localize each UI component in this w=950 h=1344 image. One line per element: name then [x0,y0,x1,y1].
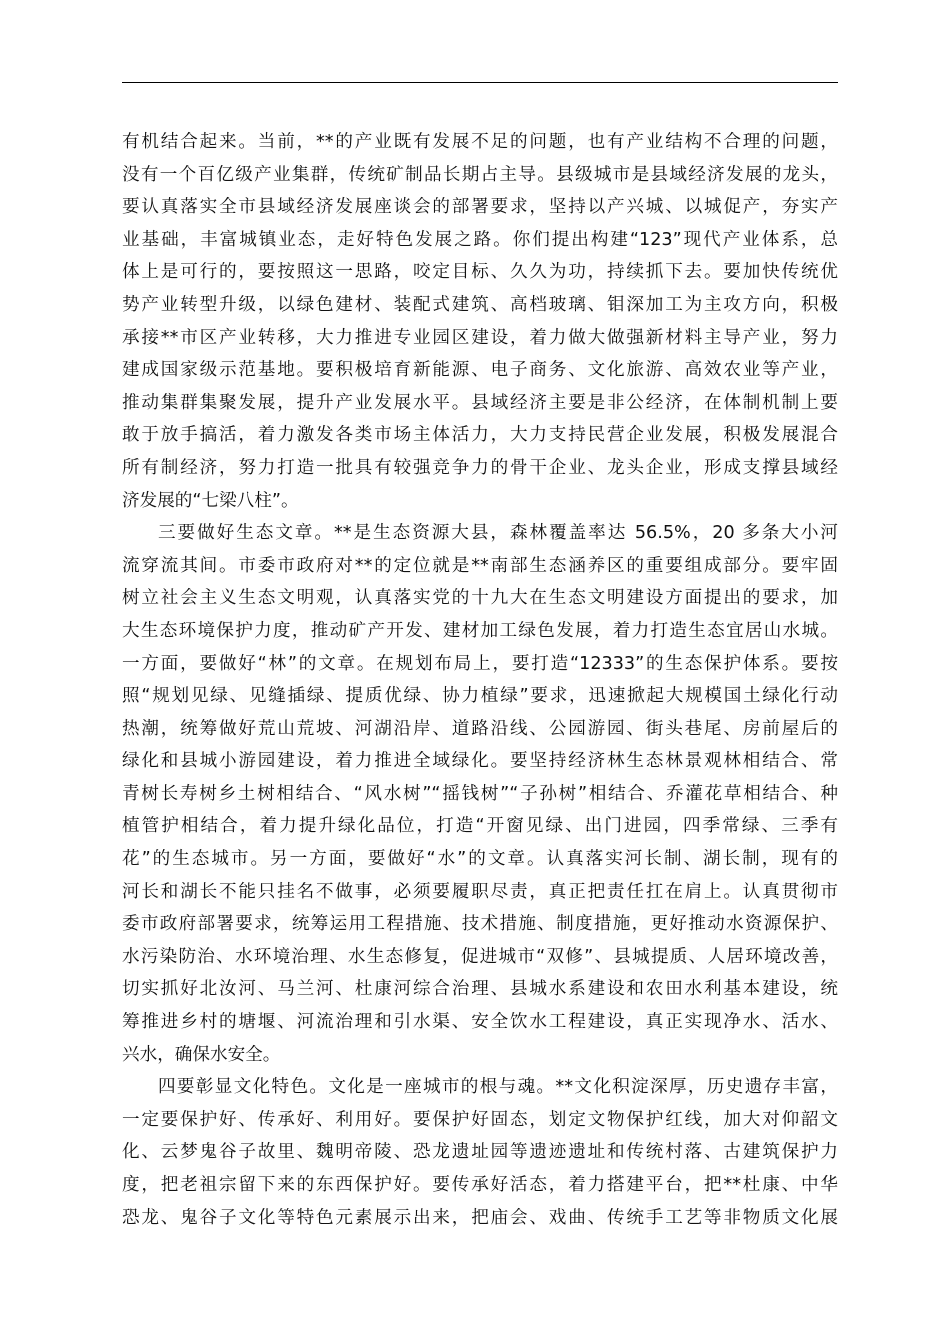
paragraph [122,1071,838,1234]
text-line: 所有制经济，努力打造一批具有较强竞争力的骨干企业、龙头企业，形成支撑县域经 [122,457,838,478]
text-line: 筹推进乡村的塘堰、河流治理和引水渠、安全饮水工程建设，真正实现净水、活水、 [122,1012,838,1033]
text-line: 没有一个百亿级产业集群，传统矿制品长期占主导。县级城市是县域经济发展的龙头， [122,164,838,185]
text-line: 三要做好生态文章。**是生态资源大县，森林覆盖率达 56.5%，20 多条大小河 [158,523,838,544]
text-line: 一方面，要做好“林”的文章。在规划布局上，要打造“12333”的生态保护体系。要按 [122,653,838,674]
text-line: 势产业转型升级，以绿色建材、装配式建筑、高档玻璃、钼深加工为主攻方向，积极 [122,294,838,315]
text-line: 照“规划见绿、见缝插绿、提质优绿、协力植绿”要求，迅速掀起大规模国土绿化行动 [122,686,838,707]
text-line: 建成国家级示范基地。要积极培育新能源、电子商务、文化旅游、高效农业等产业， [122,360,838,381]
paragraph [122,126,838,517]
text-line: 花”的生态城市。另一方面，要做好“水”的文章。认真落实河长制、湖长制，现有的 [122,849,838,870]
text-line: 体上是可行的，要按照这一思路，咬定目标、久久为功，持续抓下去。要加快传统优 [122,262,838,283]
text-line: 业基础，丰富城镇业态，走好特色发展之路。你们提出构建“123”现代产业体系，总 [122,229,838,250]
text-line: 河长和湖长不能只挂名不做事，必须要履职尽责，真正把责任扛在肩上。认真贯彻市 [122,881,838,902]
text-line: 委市政府部署要求，统筹运用工程措施、技术措施、制度措施，更好推动水资源保护、 [122,914,838,935]
text-line: 要认真落实全市县域经济发展座谈会的部署要求，坚持以产兴城、以城促产，夯实产 [122,197,838,218]
text-line: 敢于放手搞活，着力激发各类市场主体活力，大力支持民营企业发展，积极发展混合 [122,425,838,446]
text-line: 大生态环境保护力度，推动矿产开发、建材加工绿色发展，着力打造生态宜居山水城。 [122,620,838,641]
text-line: 有机结合起来。当前，**的产业既有发展不足的问题，也有产业结构不合理的问题， [122,132,838,152]
text-line: 兴水，确保水安全。 [122,1044,281,1065]
text-line: 推动集群集聚发展，提升产业发展水平。县域经济主要是非公经济，在体制机制上要 [122,392,838,413]
text-line: 化、云梦鬼谷子故里、魏明帝陵、恐龙遗址园等遗迹遗址和传统村落、古建筑保护力 [122,1142,838,1163]
text-line: 恐龙、鬼谷子文化等特色元素展示出来，把庙会、戏曲、传统手工艺等非物质文化展 [122,1207,838,1228]
text-line: 承接**市区产业转移，大力推进专业园区建设，着力做大做强新材料主导产业，努力 [122,327,838,348]
paragraph [122,517,838,1071]
text-line: 水污染防治、水环境治理、水生态修复，促进城市“双修”、县城提质、人居环境改善， [122,946,838,967]
text-line: 植管护相结合，着力提升绿化品位，打造“开窗见绿、出门进园，四季常绿、三季有 [122,816,838,837]
text-line: 四要彰显文化特色。文化是一座城市的根与魂。**文化积淀深厚，历史遗存丰富， [158,1077,838,1098]
text-line: 绿化和县城小游园建设，着力推进全域绿化。要坚持经济林生态林景观林相结合、常 [122,751,838,772]
text-line: 切实抓好北汝河、马兰河、杜康河综合治理、县城水系建设和农田水利基本建设，统 [122,979,838,1000]
text-line: 度，把老祖宗留下来的东西保护好。要传承好活态，着力搭建平台，把**杜康、中华 [122,1175,838,1195]
text-line: 树立社会主义生态文明观，认真落实党的十九大在生态文明建设方面提出的要求，加 [122,588,838,609]
text-line: 热潮，统筹做好荒山荒坡、河湖沿岸、道路沿线、公园游园、街头巷尾、房前屋后的 [122,718,838,739]
header-rule [122,82,838,83]
text-line: 一定要保护好、传承好、利用好。要保护好固态，划定文物保护红线，加大对仰韶文 [122,1109,838,1130]
text-line: 济发展的“七梁八柱”。 [122,490,299,511]
text-line: 青树长寿树乡土树相结合、“风水树”“摇钱树”“子孙树”相结合、乔灌花草相结合、种 [122,783,838,804]
text-line: 流穿流其间。市委市政府对**的定位就是**南部生态涵养区的重要组成部分。要牢固 [122,555,838,576]
body-text [122,126,838,1234]
